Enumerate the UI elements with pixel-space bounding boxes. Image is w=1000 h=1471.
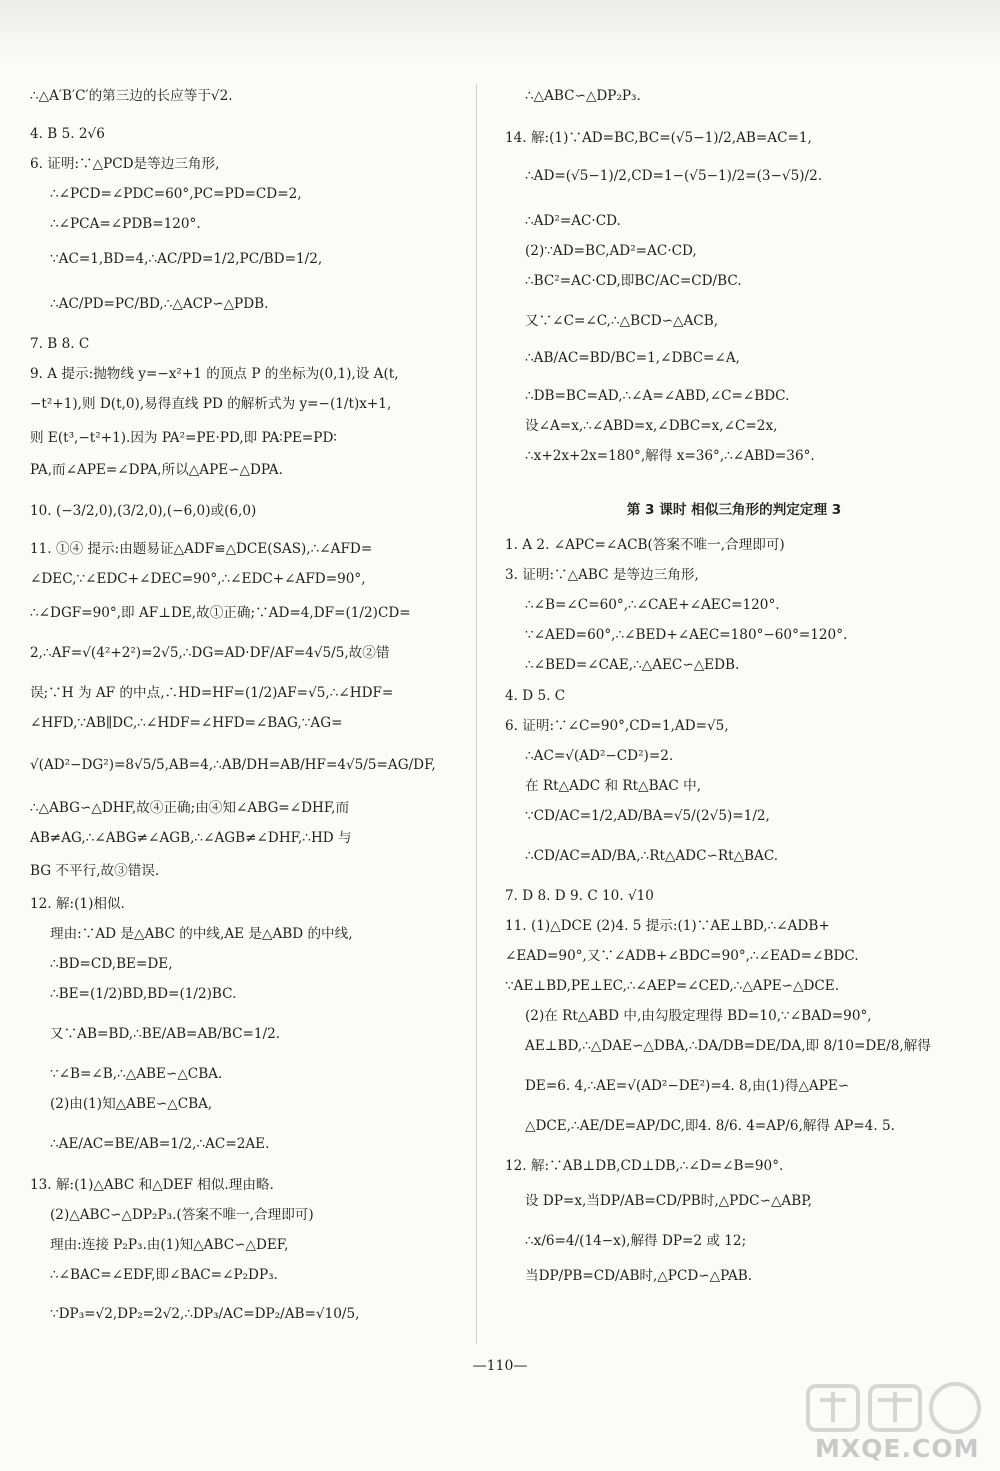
text-line: ∴BD=CD,BE=DE, xyxy=(50,956,173,972)
text-line: 9. A 提示:抛物线 y=−x²+1 的顶点 P 的坐标为(0,1),设 A(t, xyxy=(30,366,399,382)
text-line: (2)△ABC∽△DP₂P₃.(答案不唯一,合理即可) xyxy=(50,1207,314,1223)
text-line: 又∵∠C=∠C,∴△BCD∽△ACB, xyxy=(525,313,719,329)
text-line: ∴x/6=4/(14−x),解得 DP=2 或 12; xyxy=(525,1233,747,1249)
text-line: 当DP/PB=CD/AB时,△PCD∽△PAB. xyxy=(525,1268,753,1284)
text-line: 设 DP=x,当DP/AB=CD/PB时,△PDC∽△ABP, xyxy=(525,1193,812,1209)
text-line: ∴DB=BC=AD,∴∠A=∠ABD,∠C=∠BDC. xyxy=(525,388,790,404)
text-line: ∠HFD,∵AB∥DC,∴∠HDF=∠HFD=∠BAG,∵AG= xyxy=(30,715,343,731)
text-line: 7. D 8. D 9. C 10. √10 xyxy=(505,888,654,904)
text-line: △DCE,∴AE/DE=AP/DC,即4. 8/6. 4=AP/6,解得 AP=4. 5. xyxy=(525,1118,895,1134)
column-divider xyxy=(476,84,477,1344)
text-line: ∵∠AED=60°,∴∠BED+∠AEC=180°−60°=120°. xyxy=(525,627,848,643)
text-line: 设∠A=x,∴∠ABD=x,∠DBC=x,∠C=2x, xyxy=(525,418,778,434)
text-line: ∵∠B=∠B,∴△ABE∽△CBA. xyxy=(50,1066,223,1082)
text-line: ∴∠B=∠C=60°,∴∠CAE+∠AEC=120°. xyxy=(525,597,780,613)
text-line: 11. (1)△DCE (2)4. 5 提示:(1)∵AE⊥BD,∴∠ADB+ xyxy=(505,918,830,934)
text-line: 误;∵H 为 AF 的中点,∴HD=HF=(1/2)AF=√5,∴∠HDF= xyxy=(30,685,394,701)
text-line: 6. 证明:∵∠C=90°,CD=1,AD=√5, xyxy=(505,718,729,734)
text-line: ∵DP₃=√2,DP₂=2√2,∴DP₃/AC=DP₂/AB=√10/5, xyxy=(50,1306,360,1322)
text-line: ∴BC²=AC·CD,即BC/AC=CD/BC. xyxy=(525,273,742,289)
text-line: −t²+1),则 D(t,0),易得直线 PD 的解析式为 y=−(1/t)x+1, xyxy=(30,396,392,412)
text-line: ∴AD²=AC·CD. xyxy=(525,213,621,229)
text-line: ∴BE=(1/2)BD,BD=(1/2)BC. xyxy=(50,986,237,1002)
watermark-text: MXQE.COM xyxy=(815,1434,980,1463)
text-line: ∴CD/AC=AD/BA,∴Rt△ADC∽Rt△BAC. xyxy=(525,848,779,864)
text-line: ∴∠BED=∠CAE,∴△AEC∽△EDB. xyxy=(525,657,740,673)
text-line: ∴x+2x+2x=180°,解得 x=36°,∴∠ABD=36°. xyxy=(525,448,815,464)
text-line: ∴AC/PD=PC/BD,∴△ACP∽△PDB. xyxy=(50,296,269,312)
text-line: PA,而∠APE=∠DPA,所以△APE∽△DPA. xyxy=(30,462,283,478)
text-line: ∴∠DGF=90°,即 AF⊥DE,故①正确;∵AD=4,DF=(1/2)CD= xyxy=(30,605,411,621)
text-line: BG 不平行,故③错误. xyxy=(30,863,160,879)
text-line: ∵AC=1,BD=4,∴AC/PD=1/2,PC/BD=1/2, xyxy=(50,251,323,267)
text-line: 理由:∵AD 是△ABC 的中线,AE 是△ABD 的中线, xyxy=(50,926,353,942)
text-line: (2)由(1)知△ABE∽△CBA, xyxy=(50,1096,213,1112)
text-line: ∴AE/AC=BE/AB=1/2,∴AC=2AE. xyxy=(50,1136,270,1152)
text-line: ∴AC=√(AD²−CD²)=2. xyxy=(525,748,674,764)
text-line: ∵CD/AC=1/2,AD/BA=√5/(2√5)=1/2, xyxy=(525,808,770,824)
text-line: 14. 解:(1)∵AD=BC,BC=(√5−1)/2,AB=AC=1, xyxy=(505,130,812,146)
text-line: 10. (−3/2,0),(3/2,0),(−6,0)或(6,0) xyxy=(30,503,257,519)
text-line: ∴△ABG∽△DHF,故④正确;由④知∠ABG=∠DHF,而 xyxy=(30,800,350,816)
text-line: 13. 解:(1)△ABC 和△DEF 相似.理由略. xyxy=(30,1177,274,1193)
text-line: ∴AD=(√5−1)/2,CD=1−(√5−1)/2=(3−√5)/2. xyxy=(525,168,823,184)
text-line: 4. D 5. C xyxy=(505,688,566,704)
text-line: 在 Rt△ADC 和 Rt△BAC 中, xyxy=(525,778,702,794)
text-line: 12. 解:∵AB⊥DB,CD⊥DB,∴∠D=∠B=90°. xyxy=(505,1158,784,1174)
text-line: 1. A 2. ∠APC=∠ACB(答案不唯一,合理即可) xyxy=(505,537,785,553)
text-line: ∵AE⊥BD,PE⊥EC,∴∠AEP=∠CED,∴△APE∽△DCE. xyxy=(505,978,840,994)
text-line: 7. B 8. C xyxy=(30,336,90,352)
text-line: ∠EAD=90°,又∵∠ADB+∠BDC=90°,∴∠EAD=∠BDC. xyxy=(505,948,859,964)
text-line: AB≠AG,∴∠ABG≠∠AGB,∴∠AGB≠∠DHF,∴HD 与 xyxy=(30,830,352,846)
text-line: (2)在 Rt△ABD 中,由勾股定理得 BD=10,∵∠BAD=90°, xyxy=(525,1008,872,1024)
text-line: ∴∠BAC=∠EDF,即∠BAC=∠P₂DP₃. xyxy=(50,1267,278,1283)
text-line: ∴△A′B′C′的第三边的长应等于√2. xyxy=(30,88,233,104)
text-line: 12. 解:(1)相似. xyxy=(30,896,125,912)
text-line: ∴∠PCD=∠PDC=60°,PC=PD=CD=2, xyxy=(50,186,302,202)
section-heading: 第 3 课时 相似三角形的判定定理 3 xyxy=(626,502,842,518)
text-line: 又∵AB=BD,∴BE/AB=AB/BC=1/2. xyxy=(50,1026,281,1042)
text-line: 则 E(t³,−t²+1).因为 PA²=PE·PD,即 PA∶PE=PD∶ xyxy=(30,430,337,446)
text-line: √(AD²−DG²)=8√5/5,AB=4,∴AB/DH=AB/HF=4√5/5=AG/DF, xyxy=(30,757,436,773)
text-line: 2,∴AF=√(4²+2²)=2√5,∴DG=AD·DF/AF=4√5/5,故②错 xyxy=(30,645,390,661)
page-top-shading xyxy=(0,0,1000,60)
text-line: ∴∠PCA=∠PDB=120°. xyxy=(50,216,201,232)
text-line: (2)∵AD=BC,AD²=AC·CD, xyxy=(525,243,697,259)
text-line: ∠DEC,∵∠EDC+∠DEC=90°,∴∠EDC+∠AFD=90°, xyxy=(30,571,366,587)
text-line: DE=6. 4,∴AE=√(AD²−DE²)=4. 8,由(1)得△APE∽ xyxy=(525,1078,850,1094)
text-line: 4. B 5. 2√6 xyxy=(30,126,105,142)
text-line: 3. 证明:∵△ABC 是等边三角形, xyxy=(505,567,699,583)
text-line: 6. 证明:∵△PCD是等边三角形, xyxy=(30,156,220,172)
page-number: —110— xyxy=(472,1358,528,1374)
text-line: AE⊥BD,∴△DAE∽△DBA,∴DA/DB=DE/DA,即 8/10=DE/8,解得 xyxy=(525,1038,931,1054)
text-line: 11. ①④ 提示:由题易证△ADF≌△DCE(SAS),∴∠AFD= xyxy=(30,541,373,557)
text-line: 理由:连接 P₂P₃.由(1)知△ABC∽△DEF, xyxy=(50,1237,289,1253)
text-line: ∴AB/AC=BD/BC=1,∠DBC=∠A, xyxy=(525,350,740,366)
text-line: ∴△ABC∽△DP₂P₃. xyxy=(525,88,641,104)
